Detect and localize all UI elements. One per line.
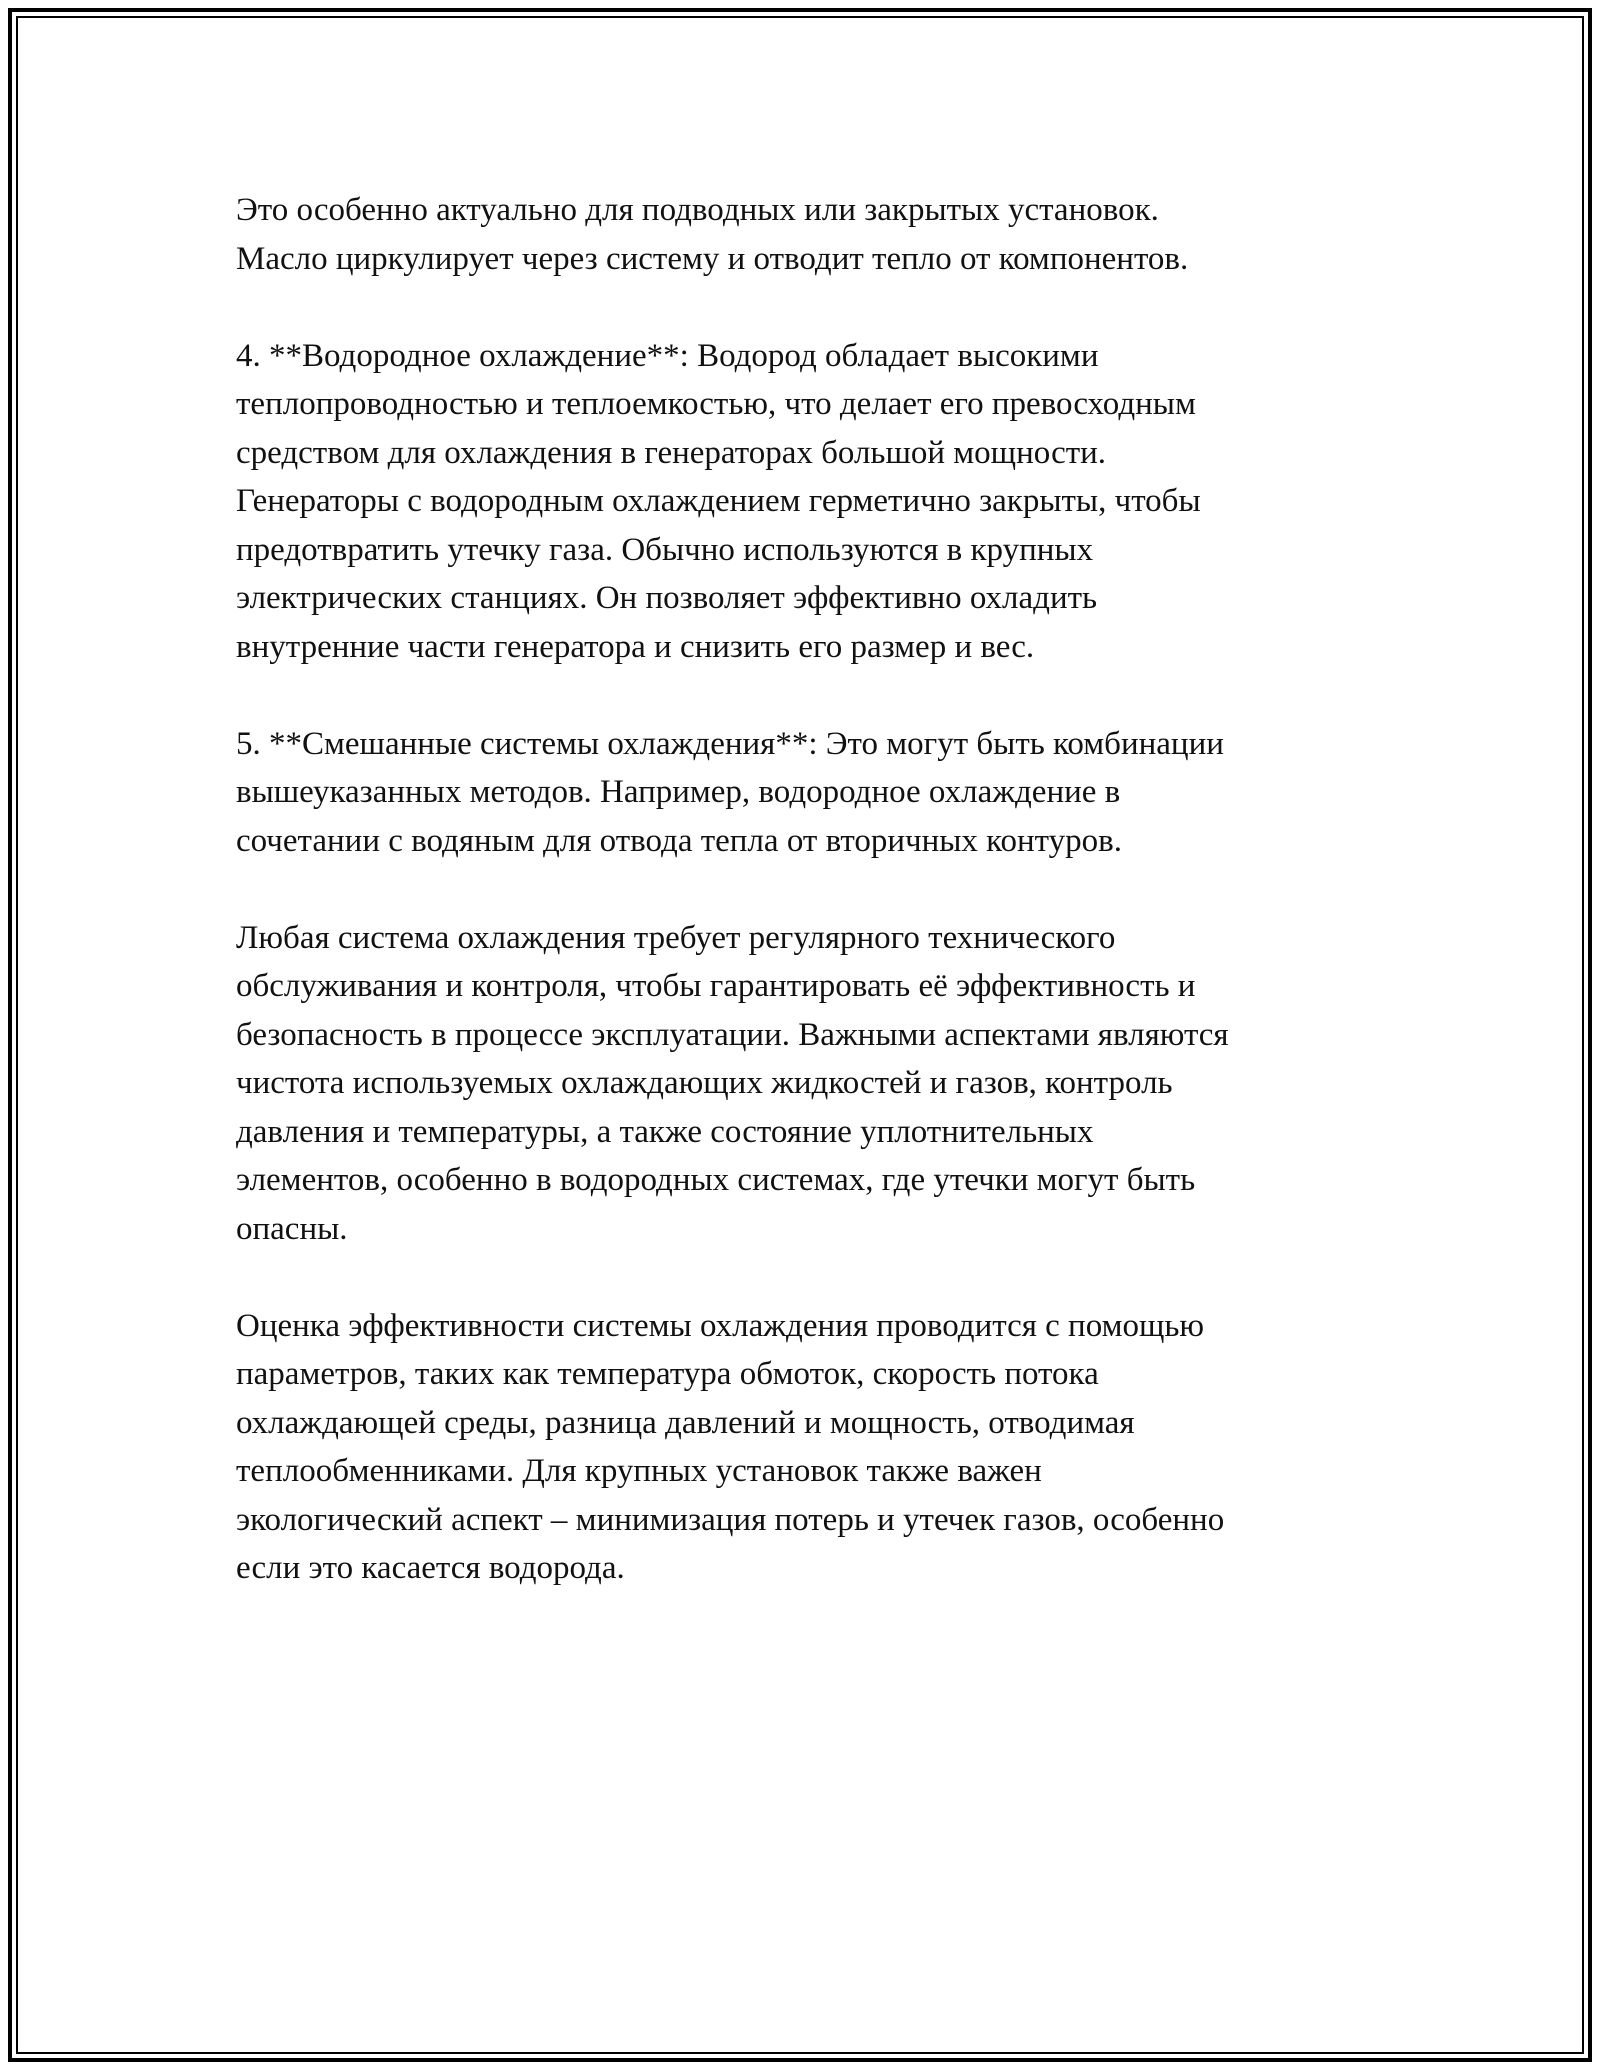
paragraph-hydrogen-cooling: 4. **Водородное охлаждение**: Водород обладает высокими теплопроводностью и теплоемкостью, что делает его превосходным средством для охлаждения в генераторах большой мощности. Генераторы с водородным охлаждением герметично закрыты, чтобы предотвратить утечку газа. Обычно используются в крупных электрических станциях. Он позволяет эффективно охладить внутренние части генератора и снизить его размер и вес. bbox=[236, 337, 1201, 665]
paragraph-oil-cooling-continuation: Это особенно актуально для подводных или закрытых установок. Масло циркулирует через систему и отводит тепло от компонентов. bbox=[236, 192, 1189, 277]
paragraph-mixed-cooling: 5. **Смешанные системы охлаждения**: Это могут быть комбинации вышеуказанных методов. Например, водородное охлаждение в сочетании с водяным для отвода тепла от вторичных контуров. bbox=[236, 725, 1224, 859]
document-body bbox=[236, 186, 1356, 1641]
paragraph-efficiency-evaluation: Оценка эффективности системы охлаждения проводится с помощью параметров, таких как температура обмоток, скорость потока охлаждающей среды, разница давлений и мощность, отводимая теплообменниками. Для крупных установок также важен экологический аспект – минимизация потерь и утечек газов, особенно если это касается водорода. bbox=[236, 1307, 1225, 1586]
paragraph-maintenance: Любая система охлаждения требует регулярного технического обслуживания и контроля, чтобы гарантировать её эффективность и безопасность в процессе эксплуатации. Важными аспектами являются чистота используемых охлаждающих жидкостей и газов, контроль давления и температуры, а также состояние уплотнительных элементов, особенно в водородных системах, где утечки могут быть опасны. bbox=[236, 919, 1229, 1247]
